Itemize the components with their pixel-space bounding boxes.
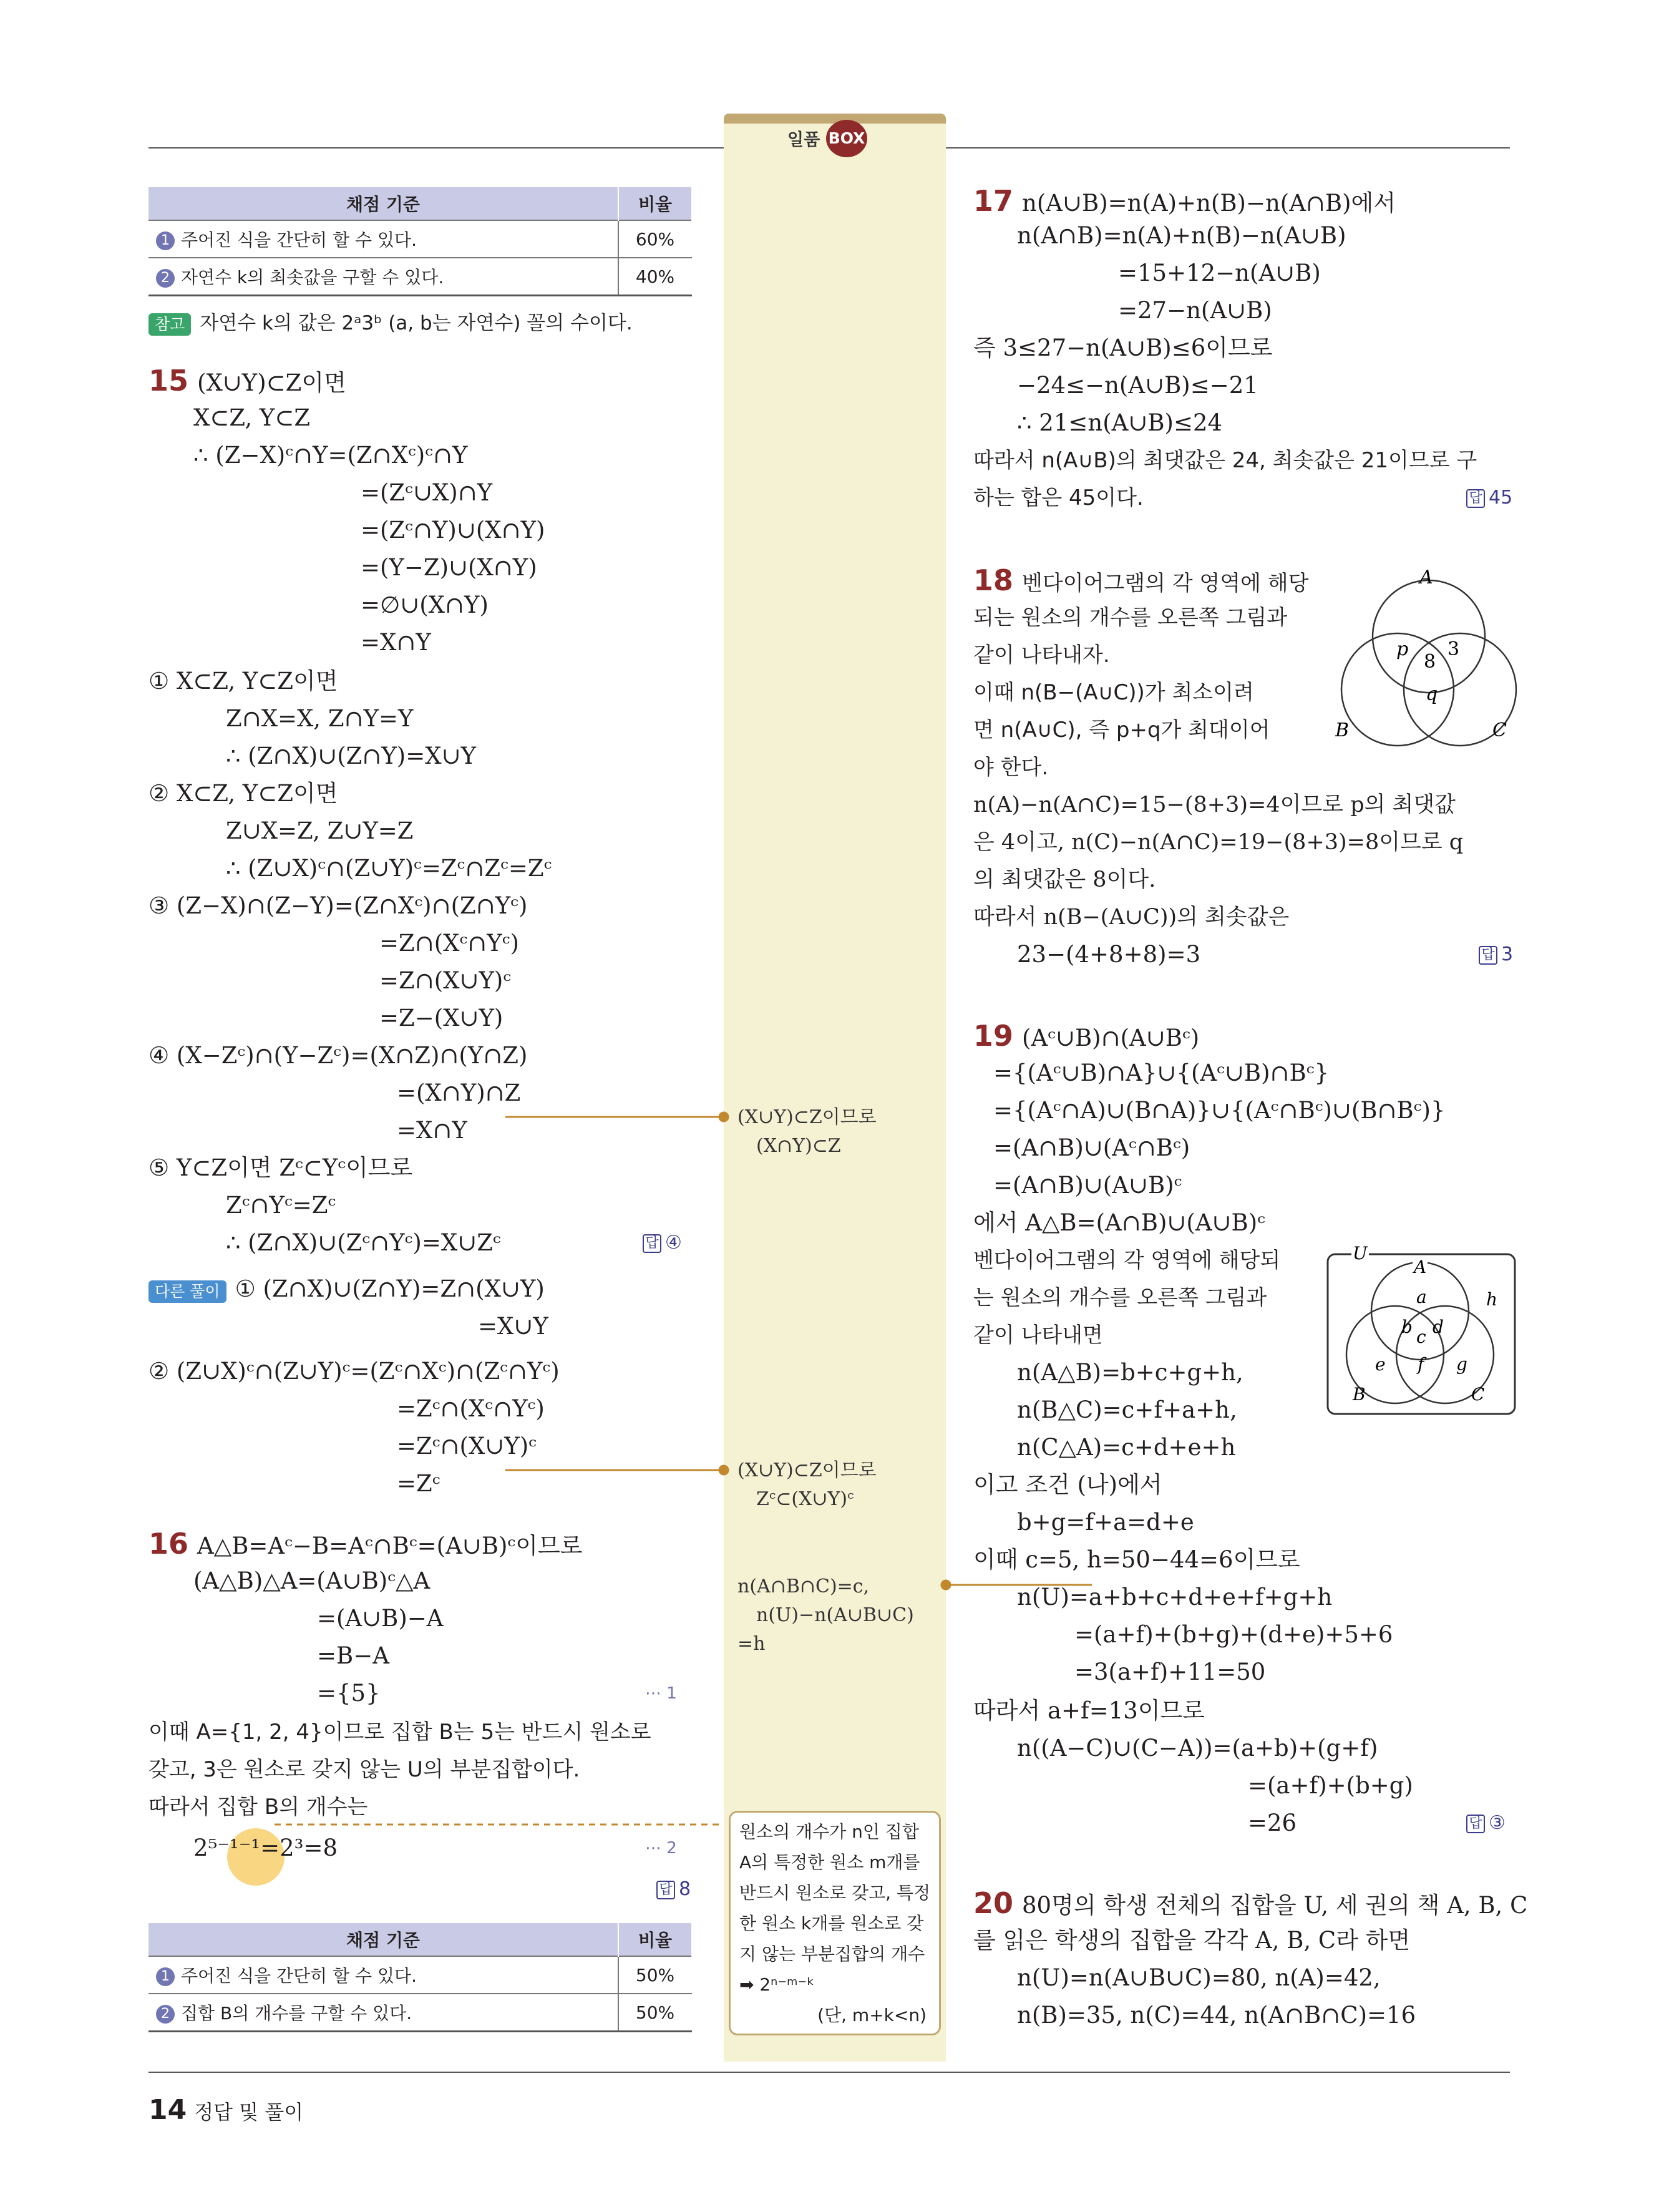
venn-label-c: C <box>1471 1384 1485 1405</box>
answer-16: 답 8 <box>656 1871 691 1908</box>
side-note-3: n(A∩B∩C)=c, n(U)−n(A∪B∪C) =h <box>737 1576 914 1655</box>
answer-18: 답 3 <box>1479 936 1513 973</box>
side-note-box: 원소의 개수가 n인 집합 A의 특정한 원소 m개를 반드시 원소로 갖고, 특정 한 원소 k개를 원소로 갖 지 않는 부분집합의 개수 ➡ 2ⁿ⁻ᵐ⁻ᵏ (단, m+k<n) <box>729 1811 941 2035</box>
box-label-2: BOX <box>826 120 867 157</box>
venn-label-b: B <box>1335 719 1350 741</box>
venn-c: c <box>1416 1327 1426 1347</box>
venn-h: h <box>1486 1289 1498 1310</box>
venn-label-c: C <box>1492 719 1507 741</box>
venn-d: d <box>1433 1317 1444 1337</box>
note: 참고 자연수 k의 값은 2ᵃ3ᵇ (a, b는 자연수) 꼴의 수이다. <box>148 305 633 342</box>
venn-b: b <box>1401 1317 1413 1337</box>
venn-g: g <box>1456 1354 1467 1375</box>
table-row: 1 주어진 식을 간단히 할 수 있다. 60% <box>148 220 692 258</box>
venn-label-u: U <box>1353 1245 1368 1264</box>
table-header: 채점 기준 <box>148 1923 618 1956</box>
venn-p: p <box>1396 638 1409 660</box>
venn-3: 3 <box>1447 638 1460 660</box>
footer-rule <box>148 2072 1510 2073</box>
venn-f: f <box>1418 1354 1424 1375</box>
venn-a: a <box>1416 1287 1427 1307</box>
note-tag: 참고 <box>148 313 191 336</box>
table-header: 비율 <box>618 187 692 220</box>
problem-number: 16 <box>148 1527 189 1561</box>
side-note-1: (X∪Y)⊂Z이므로 (X∩Y)⊂Z <box>737 1106 877 1157</box>
venn-q: q <box>1426 683 1438 705</box>
table-row: 2 집합 B의 개수를 구할 수 있다. 50% <box>148 1994 692 2032</box>
footer-text: 정답 및 풀이 <box>194 2100 304 2124</box>
venn-label-b: B <box>1353 1384 1366 1405</box>
page-number: 14 <box>148 2094 187 2126</box>
problem-number: 19 <box>973 1019 1014 1053</box>
venn-label-a: A <box>1414 1257 1427 1277</box>
answer-15: 답 ④ <box>643 1224 682 1262</box>
table-row: 2 자연수 k의 최솟값을 구할 수 있다. 40% <box>148 258 692 296</box>
table-row: 1 주어진 식을 간단히 할 수 있다. 50% <box>148 1956 692 1994</box>
venn-diagram-19 <box>1326 1245 1517 1416</box>
table-header: 비율 <box>618 1923 692 1956</box>
side-note-2: (X∪Y)⊂Z이므로 Zᶜ⊂(X∪Y)ᶜ <box>737 1459 877 1510</box>
problem-number: 18 <box>973 563 1014 597</box>
problem-number: 15 <box>148 364 189 397</box>
problem-number: 17 <box>973 184 1014 218</box>
alt-solution-tag: 다른 풀이 <box>148 1280 226 1303</box>
answer-19: 답 ③ <box>1466 1805 1506 1842</box>
answer-17: 답 45 <box>1466 479 1512 517</box>
venn-8: 8 <box>1424 651 1436 673</box>
venn-e: e <box>1375 1354 1386 1375</box>
venn-diagram-18 <box>1335 562 1522 749</box>
problem-number: 20 <box>973 1886 1014 1920</box>
footer <box>148 2092 303 2131</box>
table-header: 채점 기준 <box>148 187 618 220</box>
step-marker: ⋯ 2 <box>645 1839 677 1858</box>
step-marker: ⋯ 1 <box>645 1684 677 1703</box>
venn-label-a: A <box>1419 567 1433 588</box>
box-label-1: 일품 <box>787 130 820 150</box>
